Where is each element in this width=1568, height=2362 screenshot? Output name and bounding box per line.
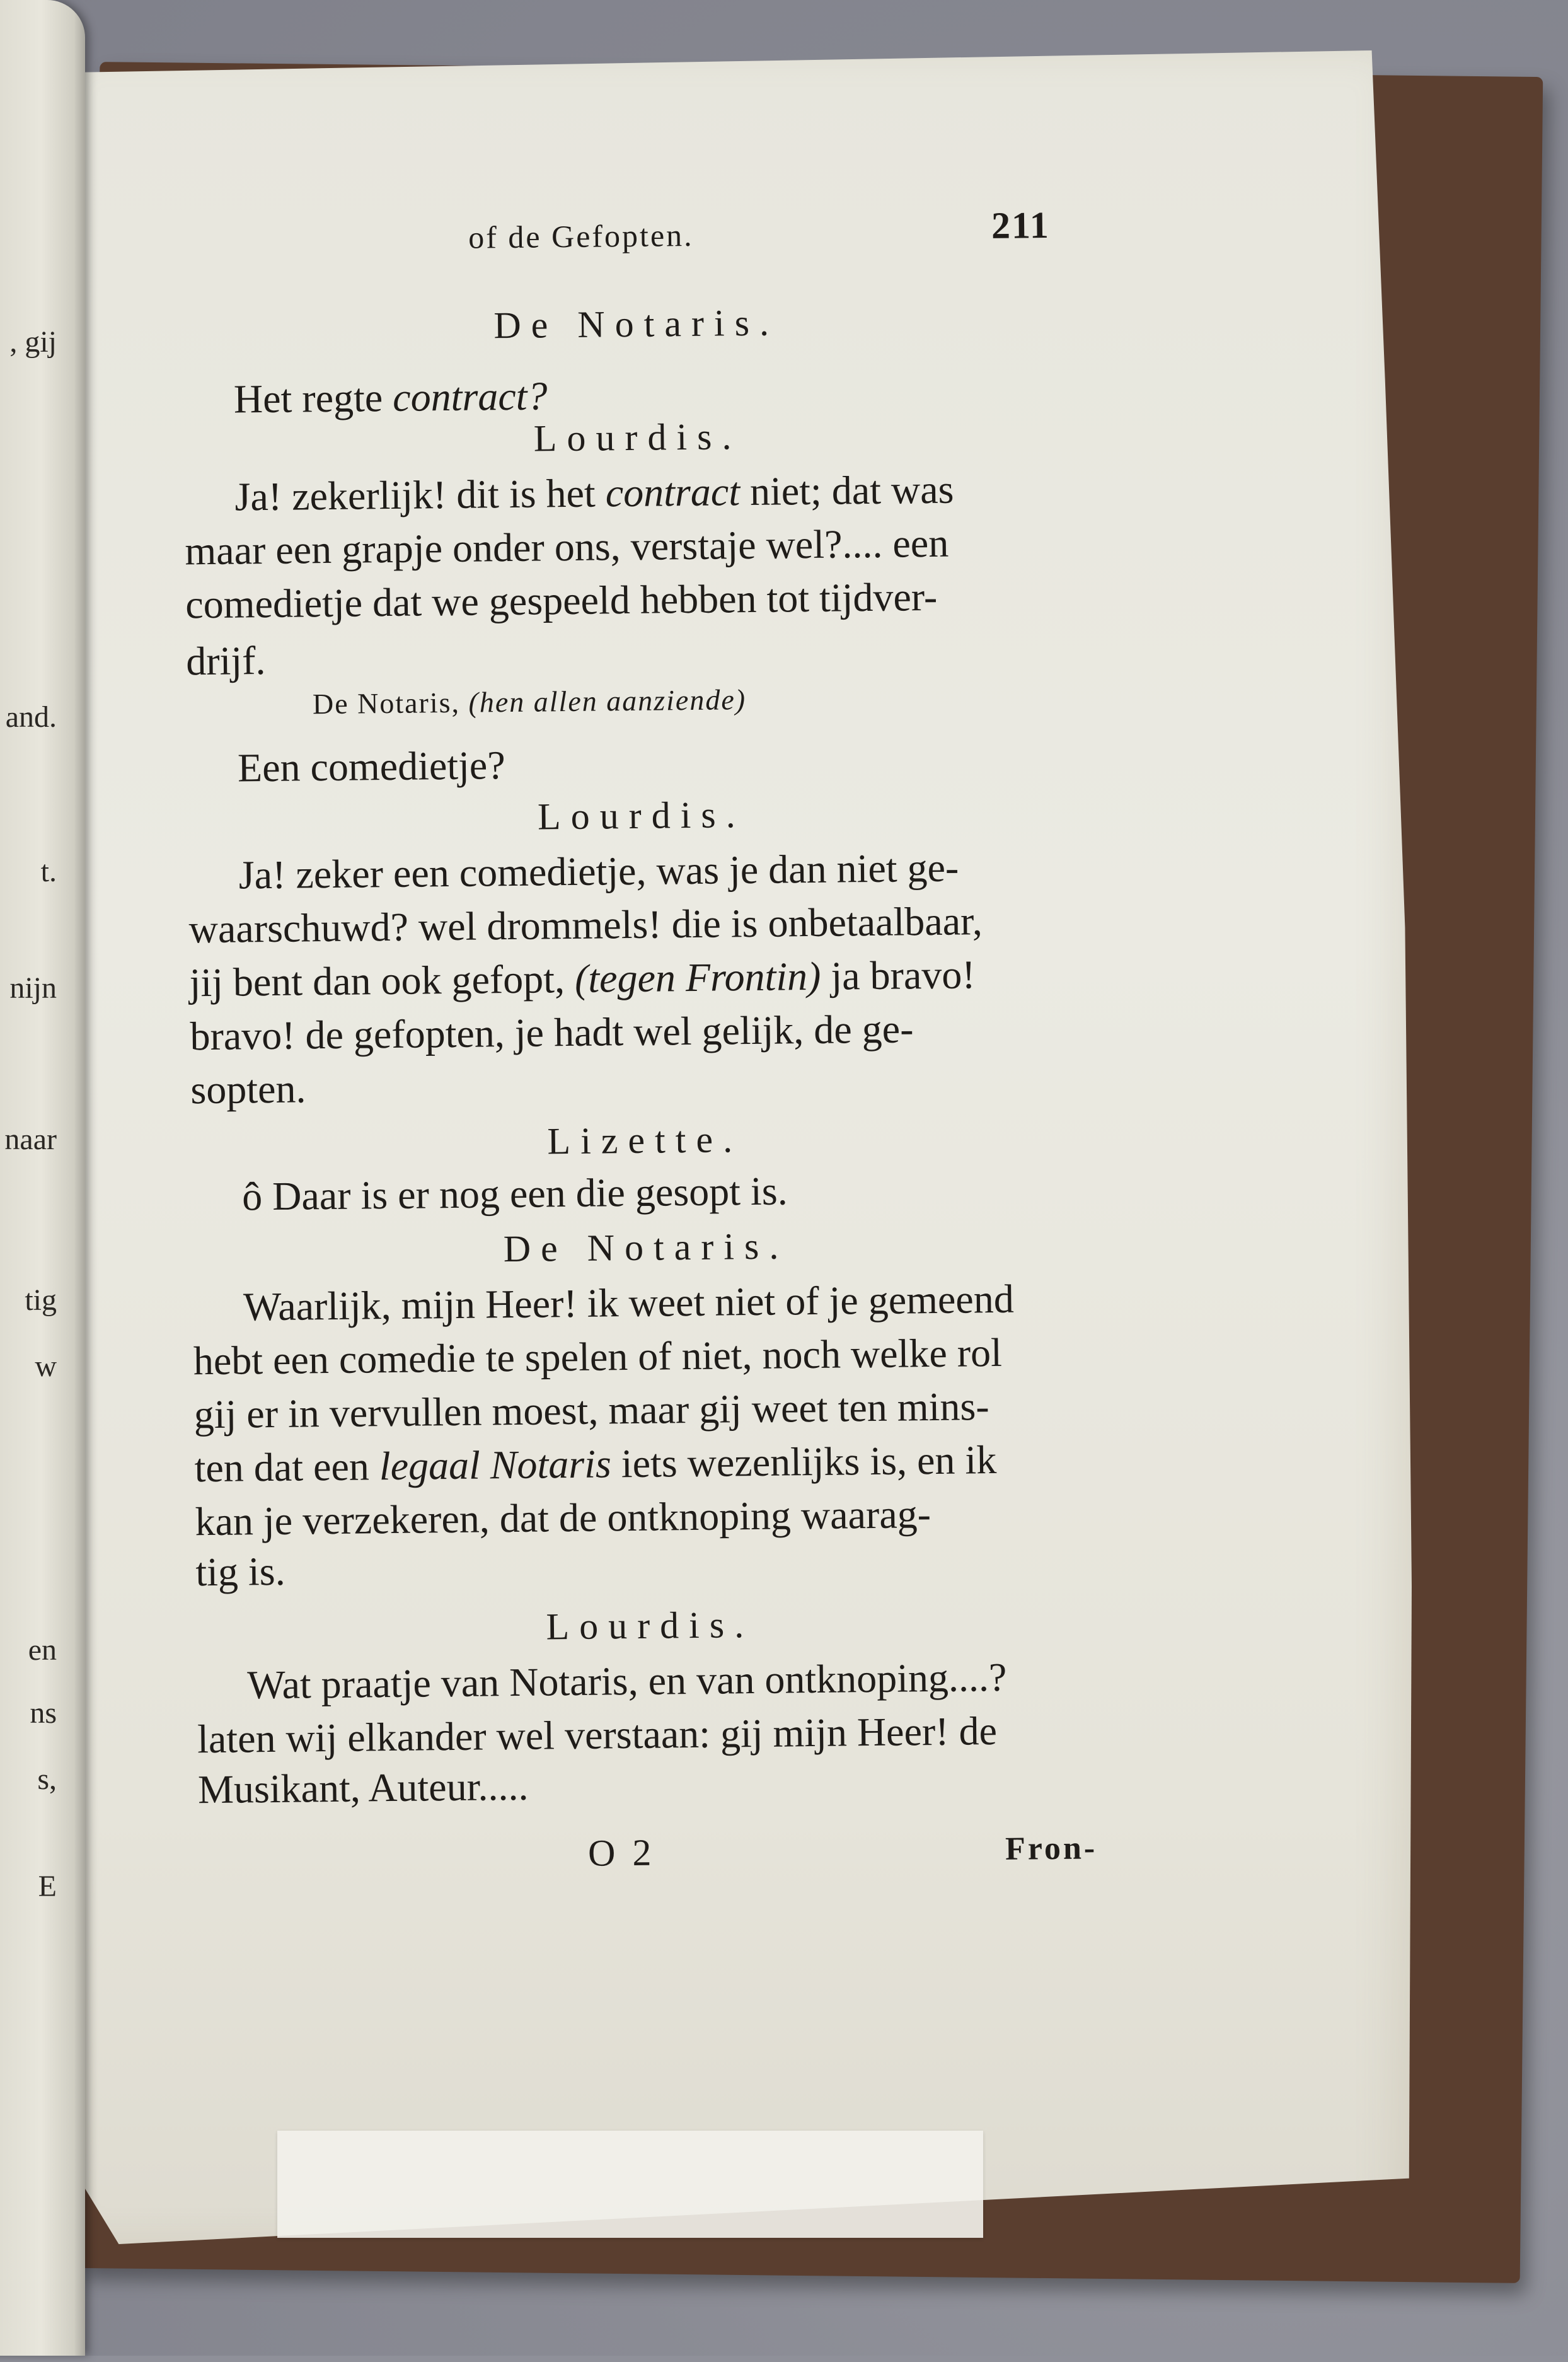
text-line <box>195 1491 931 1545</box>
facing-page-fragment: tig <box>25 1283 57 1317</box>
text-line <box>190 1005 914 1060</box>
italic-text: (tegen Frontin) <box>574 953 821 1001</box>
text-line <box>238 742 505 791</box>
text-line <box>185 574 938 628</box>
facing-page-fragment: and. <box>5 700 57 734</box>
text-span: Ja! zeker een comedietje, was je dan niet ge- <box>238 845 959 898</box>
facing-page-fragment: , gij <box>9 325 57 359</box>
catchword: Fron- <box>1005 1830 1098 1867</box>
text-line <box>234 373 548 422</box>
text-line <box>198 1763 529 1813</box>
facing-page-fragment: w <box>35 1350 57 1383</box>
text-span: gij er in vervullen moest, maar gij weet ten mins- <box>193 1384 989 1437</box>
text-span: De Notaris, <box>312 686 469 721</box>
text-span: Waarlijk, mijn Heer! ik weet niet of je gemeend <box>243 1276 1015 1329</box>
speaker-name: De Notaris. <box>493 301 780 347</box>
speaker-name: Lourdis. <box>533 415 742 460</box>
text-span: bravo! de gefopten, je hadt wel gelijk, de ge- <box>190 1006 914 1059</box>
facing-page-fragment: ns <box>30 1696 57 1730</box>
text-line <box>234 466 954 521</box>
speaker-name: Lourdis. <box>537 794 746 838</box>
text-line <box>185 520 949 575</box>
running-head: of de Gefopten. <box>468 217 694 255</box>
italic-text: contract? <box>392 373 548 420</box>
facing-page-fragment: nijn <box>9 971 57 1005</box>
text-span: Het regte <box>233 374 393 422</box>
facing-page-fragment: E <box>38 1870 57 1903</box>
text-span: iets wezenlijks is, en ik <box>611 1437 997 1486</box>
text-line <box>238 845 959 899</box>
text-span: ô Daar is er nog een die gesopt is. <box>241 1168 788 1219</box>
text-line <box>193 1329 1002 1384</box>
text-span: Ja! zekerlijk! dit is het <box>234 470 606 519</box>
text-line <box>195 1548 285 1595</box>
text-line <box>193 1383 989 1438</box>
text-line <box>247 1654 1007 1709</box>
signature-mark: O 2 <box>587 1831 655 1874</box>
text-span: ten dat een <box>194 1444 380 1491</box>
text-line <box>188 898 983 952</box>
text-span: hebt een comedie te spelen of niet, noch welke rol <box>193 1329 1003 1384</box>
text-span: waarschuwd? wel drommels! die is onbetaalbaar, <box>188 898 983 952</box>
stage-speaker-line <box>313 683 747 721</box>
text-span: laten wij elkander wel verstaan: gij mijn Heer! de <box>197 1708 998 1762</box>
facing-page-fragment: en <box>28 1633 57 1667</box>
text-span: sopten. <box>190 1066 306 1113</box>
speaker-name: Lourdis. <box>546 1604 754 1648</box>
text-line <box>194 1437 996 1491</box>
text-line <box>243 1276 1015 1331</box>
text-line <box>189 951 976 1006</box>
text-span: Musikant, Auteur..... <box>197 1763 529 1812</box>
text-span: maar een grapje onder ons, verstaje wel?.... een <box>185 520 949 574</box>
facing-page-fragment: naar <box>4 1123 57 1156</box>
paper-scrap <box>277 2131 983 2238</box>
facing-page-fragment: s, <box>37 1763 57 1796</box>
page-number: 211 <box>991 204 1051 246</box>
italic-text: legaal Notaris <box>379 1441 612 1489</box>
text-span: kan je verzekeren, dat de ontknoping waarag- <box>195 1491 931 1544</box>
italic-text: contract <box>605 469 741 516</box>
text-span: ja bravo! <box>820 952 976 999</box>
text-line <box>242 1167 788 1220</box>
text-span: jij bent dan ook gefopt, <box>189 956 575 1005</box>
text-span: Een comedietje? <box>237 743 506 790</box>
italic-text: (hen allen aanziende) <box>468 683 747 719</box>
facing-page-fragment: t. <box>40 855 57 888</box>
speaker-name: Lizette. <box>547 1118 743 1162</box>
text-line <box>190 1065 306 1113</box>
text-span: drijf. <box>185 638 266 684</box>
text-span: niet; dat was <box>739 466 954 514</box>
text-span: comedietje dat we gespeeld hebben tot tijdver- <box>185 574 938 627</box>
speaker-name: De Notaris. <box>503 1225 789 1270</box>
text-line <box>186 637 266 685</box>
text-span: tig is. <box>195 1548 285 1595</box>
text-span: Wat praatje van Notaris, en van ontknoping....? <box>246 1654 1007 1708</box>
text-line <box>197 1708 998 1763</box>
